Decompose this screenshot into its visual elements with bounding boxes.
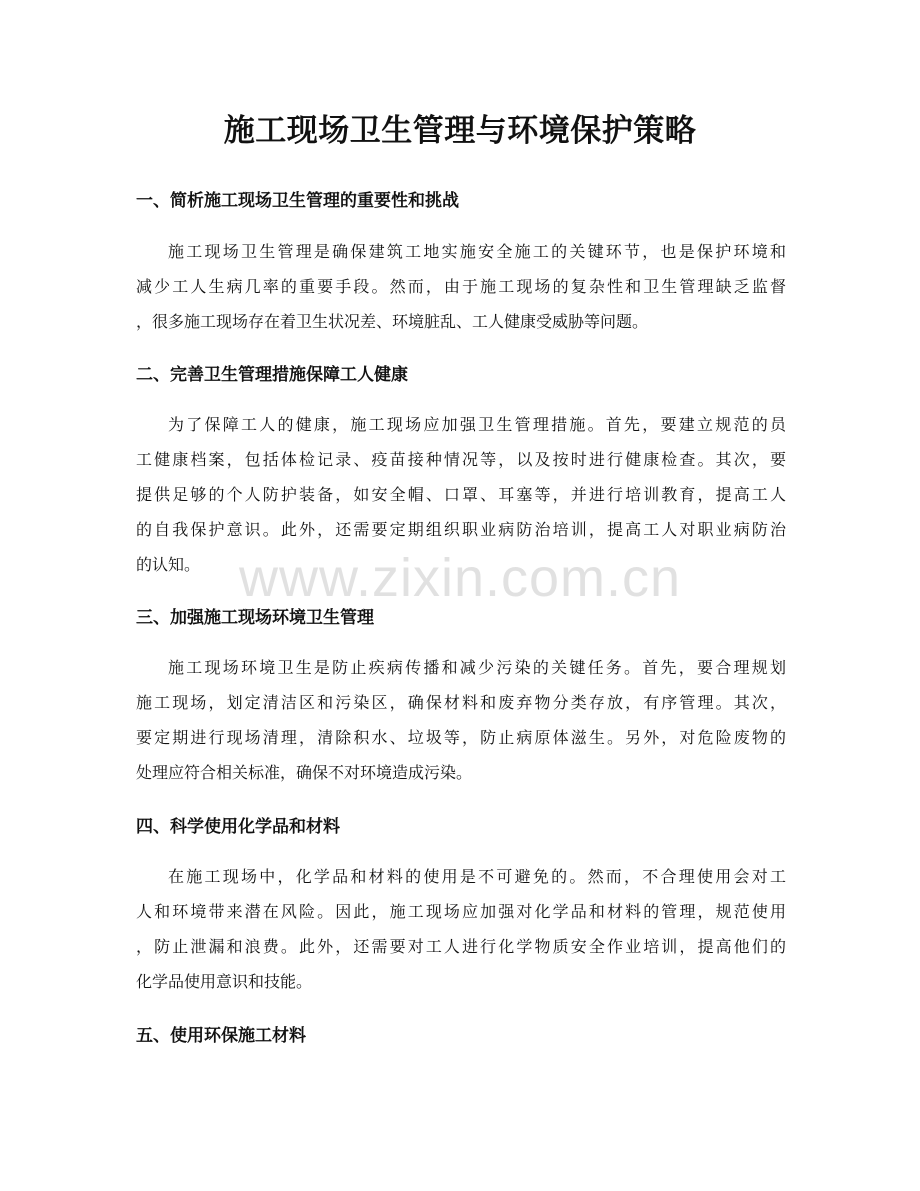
document-title: 施工现场卫生管理与环境保护策略 (223, 113, 697, 149)
section-3-line-3: 要定期进行现场清理，清除积水、垃圾等，防止病原体滋生。另外，对危险废物的 (136, 728, 786, 747)
section-2-line-2: 工健康档案，包括体检记录、疫苗接种情况等，以及按时进行健康检查。其次，要 (136, 450, 786, 469)
section-1-line-1: 施工现场卫生管理是确保建筑工地实施安全施工的关键环节，也是保护环境和 (168, 242, 786, 261)
section-4-line-1: 在施工现场中，化学品和材料的使用是不可避免的。然而，不合理使用会对工 (168, 867, 786, 886)
section-heading-1: 一、简析施工现场卫生管理的重要性和挑战 (136, 191, 459, 211)
section-4-line-3: ，防止泄漏和浪费。此外，还需要对工人进行化学物质安全作业培训，提高他们的 (136, 937, 786, 956)
section-2-line-1: 为了保障工人的健康，施工现场应加强卫生管理措施。首先，要建立规范的员 (168, 415, 786, 434)
section-3-line-4: 处理应符合相关标准，确保不对环境造成污染。 (136, 763, 473, 782)
section-heading-3: 三、加强施工现场环境卫生管理 (136, 608, 374, 628)
watermark: www.zixin.com.cn (238, 548, 682, 608)
section-2-line-4: 的自我保护意识。此外，还需要定期组织职业病防治培训，提高工人对职业病防治 (136, 520, 786, 539)
section-4-line-4: 化学品使用意识和技能。 (136, 972, 313, 991)
section-heading-2: 二、完善卫生管理措施保障工人健康 (136, 365, 408, 385)
section-4-line-2: 人和环境带来潜在风险。因此，施工现场应加强对化学品和材料的管理，规范使用 (136, 902, 786, 921)
section-1-line-3: ，很多施工现场存在着卫生状况差、环境脏乱、工人健康受威胁等问题。 (136, 312, 649, 331)
section-heading-4: 四、科学使用化学品和材料 (136, 817, 340, 837)
section-2-line-5: 的认知。 (136, 555, 201, 574)
section-heading-5: 五、使用环保施工材料 (136, 1026, 306, 1046)
section-2-line-3: 提供足够的个人防护装备，如安全帽、口罩、耳塞等，并进行培训教育，提高工人 (136, 485, 786, 504)
section-3-line-2: 施工现场，划定清洁区和污染区，确保材料和废弃物分类存放，有序管理。其次， (136, 693, 786, 712)
section-1-line-2: 减少工人生病几率的重要手段。然而，由于施工现场的复杂性和卫生管理缺乏监督 (136, 277, 786, 296)
section-3-line-1: 施工现场环境卫生是防止疾病传播和减少污染的关键任务。首先，要合理规划 (168, 658, 786, 677)
